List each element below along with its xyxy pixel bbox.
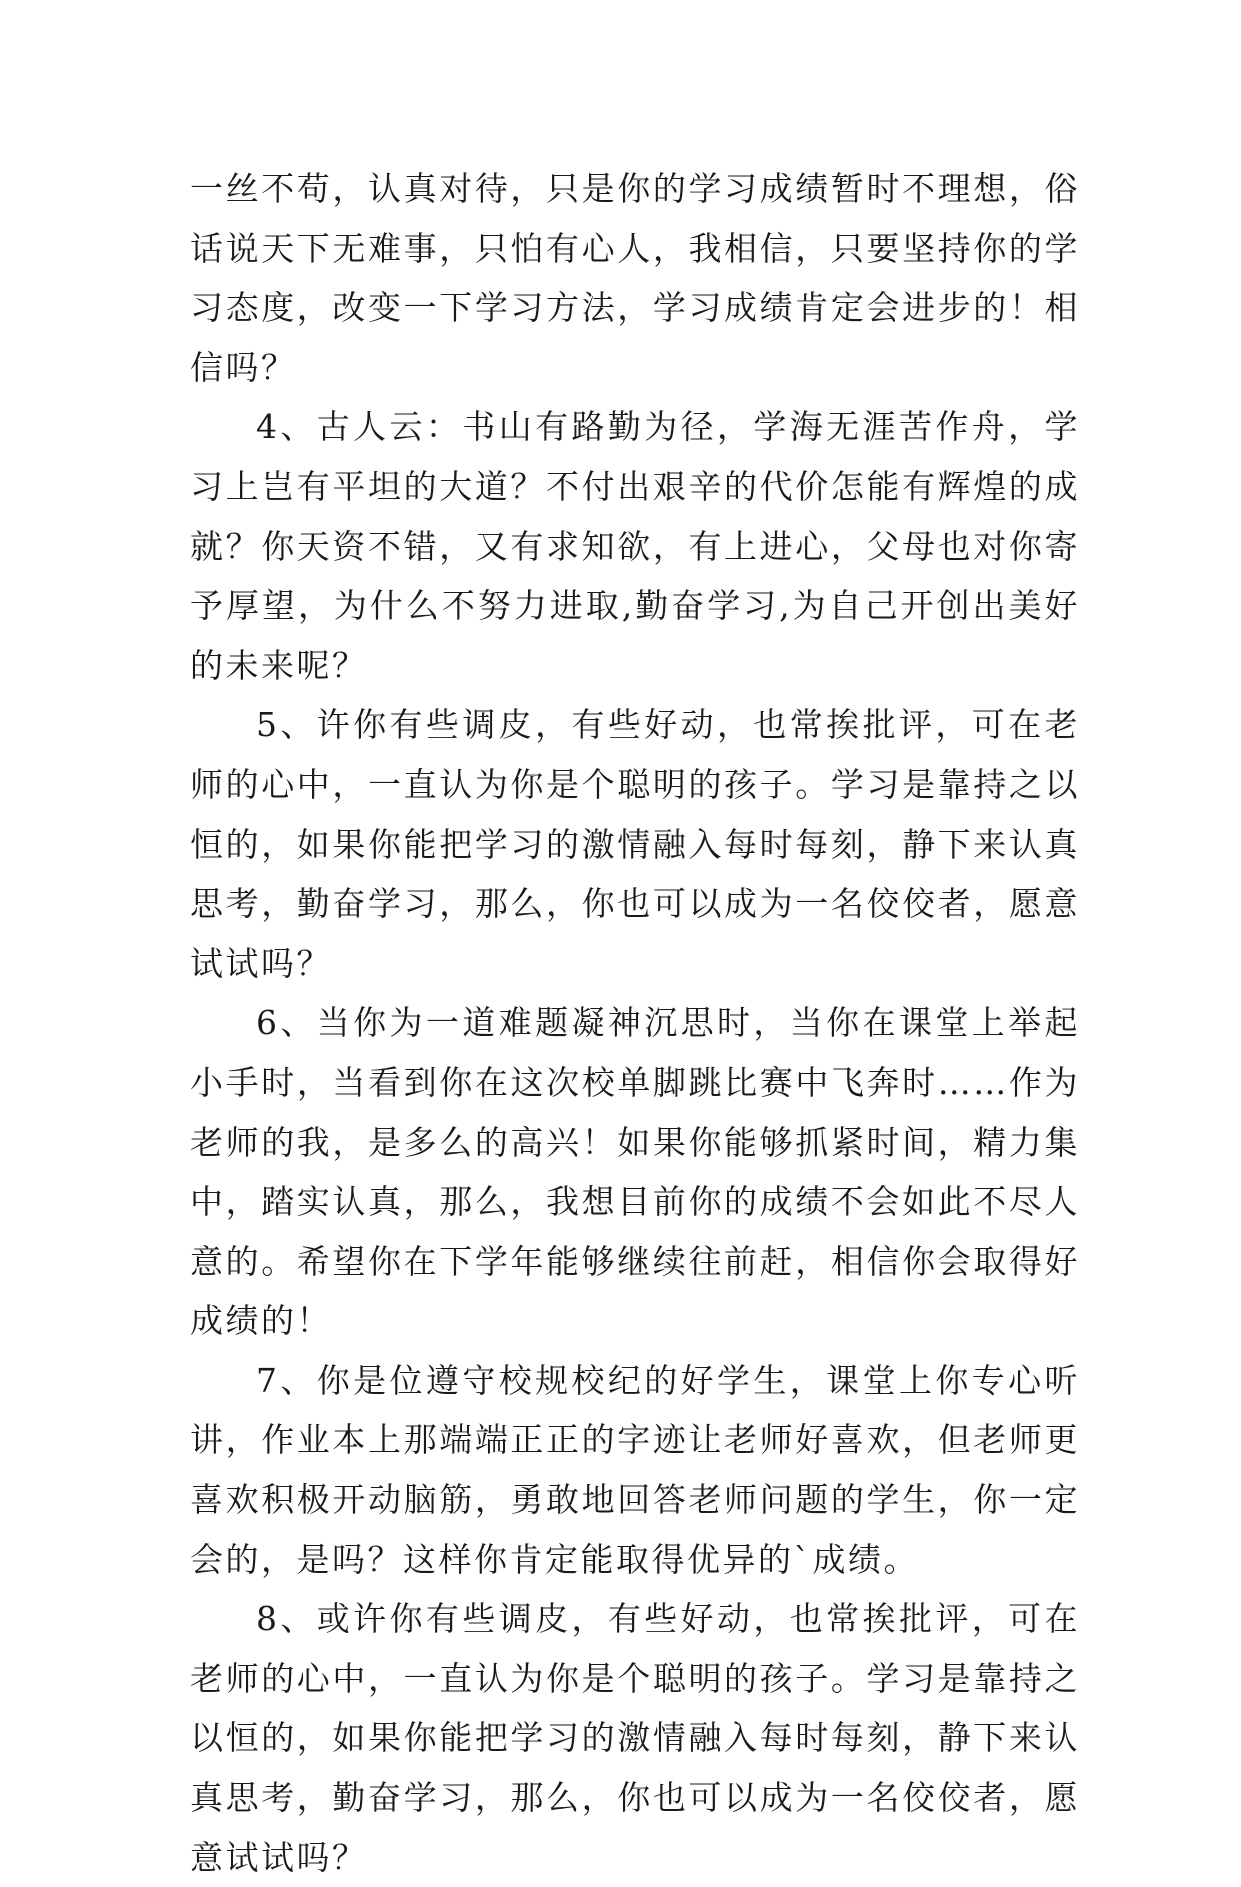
paragraph-4: 4、古人云：书山有路勤为径，学海无涯苦作舟，学习上岂有平坦的大道？不付出艰辛的代价怎能有辉煌的成就？你天资不错，又有求知欲，有上进心，父母也对你寄予厚望，为什么不努力进取,勤奋学习,为自己开创出美好的未来呢？: [190, 407, 1080, 685]
paragraph-6: 6、当你为一道难题凝神沉思时，当你在课堂上举起小手时，当看到你在这次校单脚跳比赛中飞奔时……作为老师的我，是多么的高兴！如果你能够抓紧时间，精力集中，踏实认真，那么，我想目前你的成绩不会如此不尽人意的。希望你在下学年能够继续往前赶，相信你会取得好成绩的！: [190, 1003, 1080, 1341]
paragraph-7: 7、你是位遵守校规校纪的好学生，课堂上你专心听讲，作业本上那端端正正的字迹让老师好喜欢，但老师更喜欢积极开动脑筋，勇敢地回答老师问题的学生，你一定会的，是吗？这样你肯定能取得优异的`成绩。: [190, 1360, 1080, 1579]
paragraph-continued: 一丝不苟，认真对待，只是你的学习成绩暂时不理想，俗话说天下无难事，只怕有心人，我相信，只要坚持你的学习态度，改变一下学习方法，学习成绩肯定会进步的！相信吗？: [190, 169, 1080, 387]
document-body: [190, 159, 1080, 1887]
paragraph-5: 5、许你有些调皮，有些好动，也常挨批评，可在老师的心中，一直认为你是个聪明的孩子。学习是靠持之以恒的，如果你能把学习的激情融入每时每刻，静下来认真思考，勤奋学习，那么，你也可以成为一名佼佼者，愿意试试吗？: [190, 705, 1080, 983]
paragraph-8: 8、或许你有些调皮，有些好动，也常挨批评，可在老师的心中，一直认为你是个聪明的孩子。学习是靠持之以恒的，如果你能把学习的激情融入每时每刻，静下来认真思考，勤奋学习，那么，你也可以成为一名佼佼者，愿意试试吗？: [190, 1599, 1080, 1877]
